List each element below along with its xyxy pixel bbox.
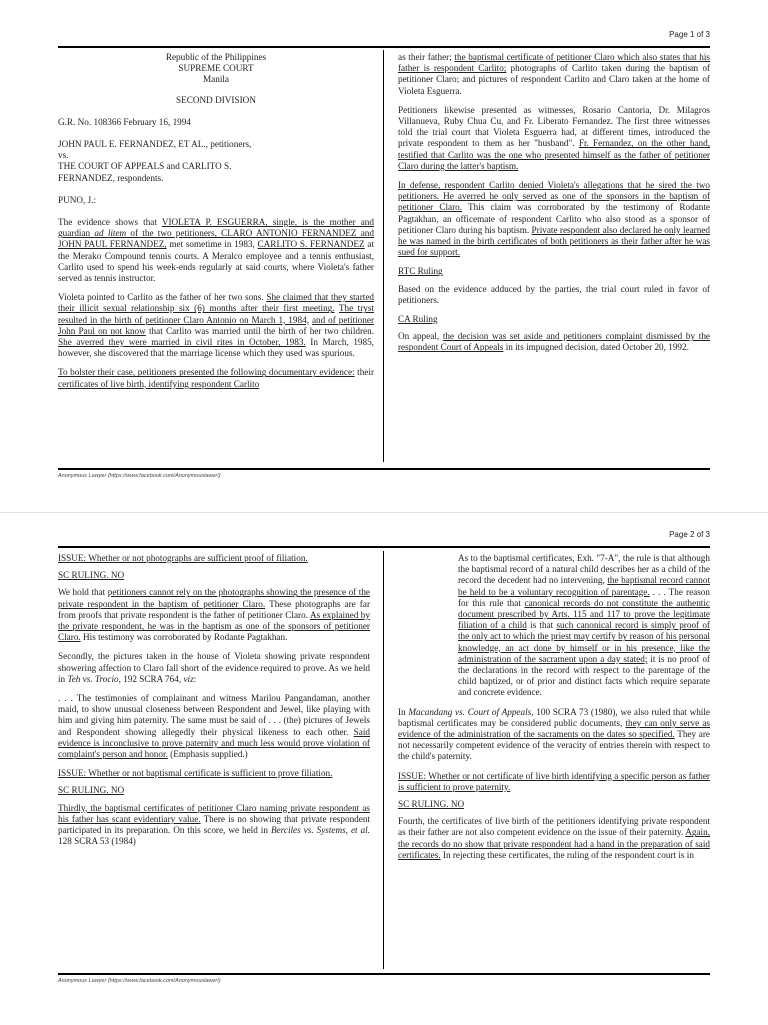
respondents: FERNANDEZ, respondents.: [58, 172, 164, 183]
case-number: G.R. No. 108366 February 16, 1994: [58, 116, 191, 127]
issue-heading: ISSUE: Whether or not photographs are sufficient proof of filiation.: [58, 553, 308, 563]
issue-heading: ISSUE: Whether or not certificate of live birth identifying a specific person as father is sufficient to prove paternity.: [398, 770, 710, 792]
header-rule: [58, 46, 710, 48]
paragraph: Secondly, the pictures taken in the house of Violeta showing private respondent showering affection to Claro fall short of the evidence required to prove. As we held in Teh vs. Trocio, 192 SCRA 764, viz:: [58, 651, 370, 684]
division-label: SECOND DIVISION: [176, 94, 256, 105]
paragraph: Violeta pointed to Carlito as the father of her two sons. She claimed that they started their illicit sexual relationship six (6) months after their first meeting. The tryst resulted in the birth of petitioner Claro Antonio on March 1, 1984, and of petitioner John Paul on not know that Carlito was married until the birth of her two children. She averred they were married in civil rites in October, 1983. In March, 1985, however, she discovered that the marriage license which they used was spurious.: [58, 292, 375, 359]
paragraph: In Macandang vs. Court of Appeals, 100 SCRA 73 (1980), we also ruled that while baptismal certificates may be considered public documents, they can only serve as evidence of the administration of the sacraments on the dates so specified. They are not necessarily competent evidence of the veracity of entries therein with respect to the child's paternity.: [398, 706, 710, 762]
right-column: [398, 52, 710, 362]
ponente: PUNO, J.:: [58, 194, 97, 205]
document-page-1: [0, 0, 768, 512]
section-heading: RTC Ruling: [398, 266, 443, 277]
page-footer: Anonymous Lawyer (https://www.facebook.com/Anonymouslawer/): [58, 978, 221, 984]
block-quote: . . . The testimonies of complainant and witness Marilou Pangandaman, another maid, to show unusual closeness between Respondent and Jewel, like playing with him and giving him paternity. The same must be said of . . . (the) pictures of Jewels and Respondent showing allegedly their physical likeness to each other. Said evidence is inconclusive to prove paternity and much less would prove violation of complaint's person and honor. (Emphasis supplied.): [58, 693, 370, 760]
header-line: Republic of the Philippines: [165, 52, 267, 62]
paragraph: Petitioners likewise presented as witnesses, Rosario Cantoria, Dr. Milagros Villanueva, Ruby Chua Cu, and Fr. Liberato Fernandez. The first three witnesses told the trial court that Violeta Esguerra had, at different times, introduced the private respondent to them as her "husband". Fr. Fernandez, on the other hand, testified that Carlito was the one who presented himself as the father of petitioner Claro during the latter's baptism.: [398, 104, 710, 171]
case-parties: [58, 139, 374, 184]
petitioners: JOHN PAUL E. FERNANDEZ, ET AL., petitioners,: [58, 139, 252, 150]
document-page-2: [0, 512, 768, 1025]
page-footer: Anonymous Lawyer (https://www.facebook.com/Anonymouslawer/): [58, 473, 221, 479]
block-quote: As to the baptismal certificates, Exh. "7-A", the rule is that although the baptismal record of a natural child describes her as a child of the record the decedent had no intervening, the baptismal record cannot be held to be a voluntary recognition of parentage. . . . The reason for this rule that canonical records do not constitute the authentic document prescribed by Arts. 115 and 117 to prove the legitimate filiation of a child is that such canonical record is simply proof of the only act to which the priest may certify by reason of his personal knowledge, an act done by himself or in his presence, like the administration of the sacrament upon a day stated; it is no proof of the declarations in the record with respect to the parentage of the child baptized, or of prior and distinct facts which require separate and concrete evidence.: [458, 553, 710, 698]
paragraph: Based on the evidence adduced by the parties, the trial court ruled in favor of petitioners.: [398, 283, 710, 305]
court-header: [58, 52, 374, 86]
section-heading: CA Ruling: [398, 314, 438, 325]
header-line: SUPREME COURT: [178, 63, 254, 74]
paragraph: as their father; the baptismal certificate of petitioner Claro which also states that his father is respondent Carlito; photographs of Carlito taken during the baptism of petitioner Claro; and pictures of respondent Carlito and Claro taken at the home of Violeta Esguerra.: [398, 52, 711, 96]
left-column: [58, 52, 374, 398]
issue-heading: ISSUE: Whether or not baptismal certificate is sufficient to prove filiation.: [58, 768, 333, 779]
header-line: Manila: [202, 74, 230, 85]
paragraph: Thirdly, the baptismal certificates of petitioner Claro naming private respondent as his father has scant evidentiary value. There is no showing that private respondent participated in its preparation. On this score, we held in Berciles vs. Systems, et al. 128 SCRA 53 (1984): [58, 802, 371, 847]
right-column: [398, 553, 710, 869]
paragraph: Fourth, the certificates of live birth of the petitioners identifying private respondent as their father are not also competent evidence on the issue of their paternity. Again, the records do no show that private respondent had a hand in the preparation of said certificates. In rejecting these certificates, the ruling of the respondent court is in: [398, 816, 710, 860]
left-column: [58, 553, 370, 855]
paragraph: We hold that petitioners cannot rely on the photographs showing the presence of the private respondent in the baptism of petitioner Claro. These photographs are far from proofs that private respondent is the father of petitioner Claro. As explained by the private respondent, he was in the baptism as one of the sponsors of petitioner Claro. His testimony was corroborated by Rodante Pagtakhan.: [58, 587, 371, 643]
column-divider: [383, 50, 384, 462]
footer-rule: [58, 468, 710, 470]
paragraph: The evidence shows that VIOLETA P. ESGUERRA, single, is the mother and guardian ad litem of the two petitioners, CLARO ANTONIO FERNANDEZ and JOHN PAUL FERNANDEZ, met sometime in 1983, CARLITO S. FERNANDEZ at the Merako Compound tennis courts. A Meralco employee and a tennis enthusiast, Carlito used to spend his week-ends regularly at said courts, where Violeta's father served as tennis instructor.: [58, 217, 375, 284]
paragraph: To bolster their case, petitioners presented the following documentary evidence: their certificates of live birth, identifying respondent Carlito: [58, 367, 375, 389]
page-number: Page 2 of 3: [669, 530, 710, 539]
ruling-heading: SC RULING. NO: [58, 570, 125, 581]
page-number: Page 1 of 3: [669, 30, 710, 39]
versus: vs.: [58, 150, 69, 161]
column-divider: [383, 551, 384, 969]
respondents: THE COURT OF APPEALS and CARLITO S.: [58, 161, 232, 172]
paragraph: In defense, respondent Carlito denied Violeta's allegations that he sired the two petitioners. He averred he only served as one of the sponsors in the baptism of petitioner Claro. This claim was corroborated by the testimony of Rodante Pagtakhan, an officemate of respondent Carlito who also stood as a sponsor of petitioner Claro during his baptism. Private respondent also declared he only learned he was named in the birth certificates of both petitioners as their father after he was sued for support.: [398, 180, 711, 258]
header-rule: [58, 546, 710, 548]
footer-rule: [58, 973, 710, 975]
ruling-heading: SC RULING. NO: [58, 785, 125, 796]
paragraph: On appeal, the decision was set aside and petitioners complaint dismissed by the respondent Court of Appeals in its impugned decision, dated October 20, 1992.: [398, 331, 710, 353]
ruling-heading: SC RULING. NO: [398, 799, 465, 810]
